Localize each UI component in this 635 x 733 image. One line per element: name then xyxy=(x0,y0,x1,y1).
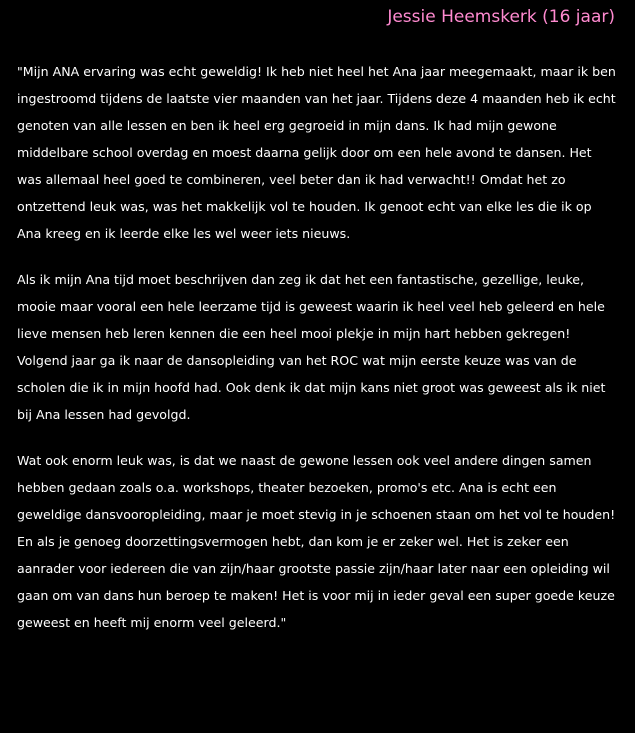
text-line: En als je genoeg doorzettingsvermogen hebt, dan kom je er zeker wel. Het is zeker een xyxy=(17,534,569,549)
text-line: Wat ook enorm leuk was, is dat we naast de gewone lessen ook veel andere dingen samen xyxy=(17,453,592,468)
author-name-heading: Jessie Heemskerk (16 jaar) xyxy=(387,7,615,27)
text-line: ingestroomd tijdens de laatste vier maanden van het jaar. Tijdens deze 4 maanden heb ik echt xyxy=(17,91,616,106)
text-line: Ana kreeg en ik leerde elke les wel weer iets nieuws. xyxy=(17,226,351,241)
text-line: geweest en heeft mij enorm veel geleerd." xyxy=(17,615,287,630)
text-line: bij Ana lessen had gevolgd. xyxy=(17,407,191,422)
text-line: lieve mensen heb leren kennen die een heel mooi plekje in mijn hart hebben gekregen! xyxy=(17,326,571,341)
text-line: Volgend jaar ga ik naar de dansopleiding van het ROC wat mijn eerste keuze was van de xyxy=(17,353,577,368)
text-line: hebben gedaan zoals o.a. workshops, theater bezoeken, promo's etc. Ana is echt een xyxy=(17,480,557,495)
text-line: aanrader voor iedereen die van zijn/haar grootste passie zijn/haar later naar een opleiding wil xyxy=(17,561,610,576)
testimonial-paragraph-3 xyxy=(17,447,627,636)
text-line: middelbare school overdag en moest daarna gelijk door om een hele avond te dansen. Het xyxy=(17,145,592,160)
text-line: genoten van alle lessen en ben ik heel erg gegroeid in mijn dans. Ik had mijn gewone xyxy=(17,118,557,133)
text-line: Als ik mijn Ana tijd moet beschrijven dan zeg ik dat het een fantastische, gezellige, leuke, xyxy=(17,272,585,287)
text-line: ontzettend leuk was, was het makkelijk vol te houden. Ik genoot echt van elke les die ik op xyxy=(17,199,592,214)
text-line: scholen die ik in mijn hoofd had. Ook denk ik dat mijn kans niet groot was geweest als ik niet xyxy=(17,380,606,395)
text-line: gaan om van dans hun beroep te maken! Het is voor mij in ieder geval een super goede keuze xyxy=(17,588,615,603)
text-line: was allemaal heel goed te combineren, veel beter dan ik had verwacht!! Omdat het zo xyxy=(17,172,566,187)
testimonial-body xyxy=(17,58,627,655)
testimonial-paragraph-1 xyxy=(17,58,627,247)
testimonial-paragraph-2 xyxy=(17,266,627,428)
text-line: "Mijn ANA ervaring was echt geweldig! Ik heb niet heel het Ana jaar meegemaakt, maar ik ben xyxy=(17,64,616,79)
text-line: mooie maar vooral een hele leerzame tijd is geweest waarin ik heel veel heb geleerd en hele xyxy=(17,299,605,314)
text-line: geweldige dansvooropleiding, maar je moet stevig in je schoenen staan om het vol te houden! xyxy=(17,507,616,522)
